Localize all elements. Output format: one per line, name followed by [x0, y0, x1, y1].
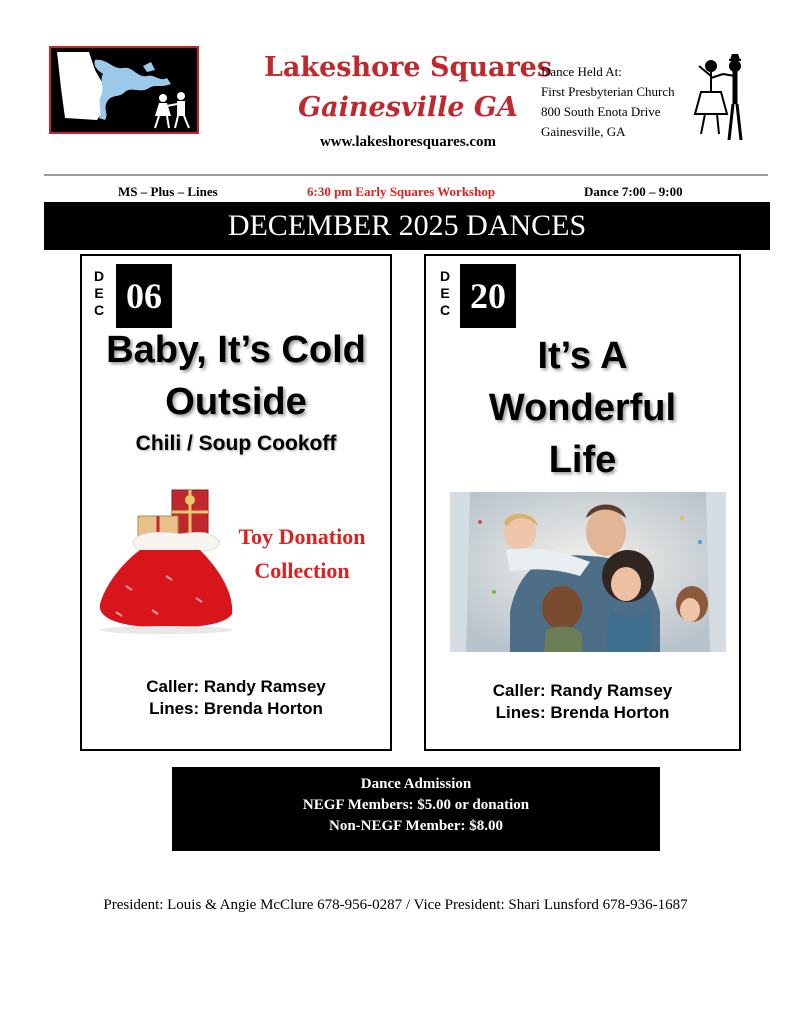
dance-card-dec-06 [80, 254, 392, 751]
header-divider [44, 174, 768, 176]
dance-title-line: Outside [165, 381, 307, 423]
venue-city: Gainesville, GA [541, 124, 626, 139]
dancing-couple-icon [155, 92, 189, 128]
workshop-time: 6:30 pm Early Squares Workshop [307, 184, 496, 199]
toy-donation-note [222, 520, 382, 588]
admission-box [172, 767, 660, 851]
month-letter: D [439, 268, 451, 284]
georgia-lake-map-icon [51, 48, 197, 132]
month-letters [92, 268, 106, 319]
dance-title-line: Baby, It’s Cold [106, 329, 366, 371]
month-letter: C [93, 302, 105, 318]
dance-subtitle: Chili / Soup Cookoff [135, 432, 337, 455]
admission-heading: Dance Admission [360, 776, 472, 792]
venue-label: Dance Held At: [541, 64, 622, 79]
dance-card-dec-20 [424, 254, 741, 751]
club-name: Lakeshore Squares [263, 52, 553, 83]
toy-note-line: Collection [254, 558, 350, 583]
dance-time: Dance 7:00 – 9:00 [584, 184, 683, 199]
dance-title-line: Life [548, 439, 617, 481]
santa-sack-icon [96, 486, 236, 636]
month-letter: D [93, 268, 105, 284]
officers-footer: President: Louis & Angie McClure 678-956-0287 / Vice President: Shari Lunsford 678-936-1687 [103, 897, 688, 913]
month-letter: E [94, 285, 104, 301]
month-letters [438, 268, 452, 319]
lines-credit: Lines: Brenda Horton [149, 699, 323, 718]
venue-info [541, 62, 711, 142]
month-letter: C [439, 302, 451, 318]
dance-title-line: Wonderful [488, 387, 677, 429]
caller-credit: Caller: Randy Ramsey [492, 681, 673, 700]
caller-credit: Caller: Randy Ramsey [146, 677, 326, 696]
square-dancers-icon [693, 54, 745, 146]
month-letter: E [440, 285, 450, 301]
dance-levels: MS – Plus – Lines [118, 184, 218, 199]
day-badge: 20 [460, 264, 516, 328]
day-badge: 06 [116, 264, 172, 328]
club-logo [49, 46, 199, 134]
club-city: Gainesville GA [298, 92, 518, 123]
month-banner: DECEMBER 2025 DANCES [44, 202, 770, 250]
dance-title-line: It’s A [537, 335, 628, 377]
website-link[interactable]: www.lakeshoresquares.com [319, 134, 497, 150]
lines-credit: Lines: Brenda Horton [495, 703, 670, 722]
movie-still-image [450, 492, 726, 652]
venue-street: 800 South Enota Drive [541, 104, 661, 119]
venue-place: First Presbyterian Church [541, 84, 675, 99]
admission-members: NEGF Members: $5.00 or donation [302, 797, 530, 813]
toy-note-line: Toy Donation [238, 524, 366, 549]
info-bar [44, 184, 768, 202]
admission-non-members: Non-NEGF Member: $8.00 [329, 818, 503, 834]
